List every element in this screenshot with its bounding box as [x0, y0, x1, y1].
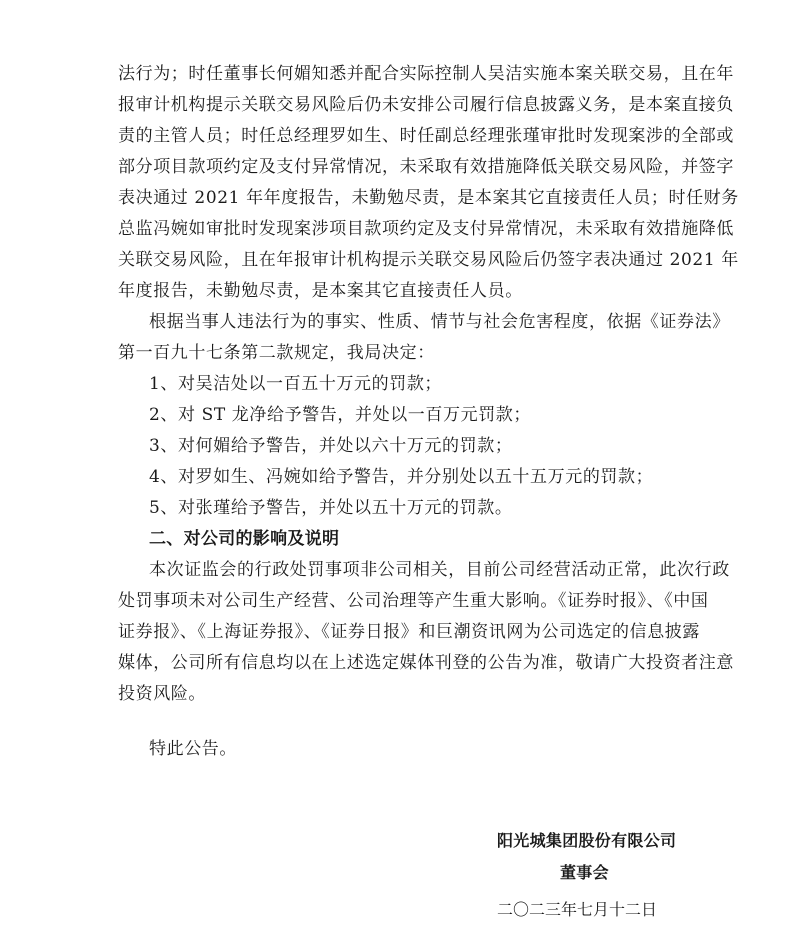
paragraph-1-line: 报审计机构提示关联交易风险后仍未安排公司履行信息披露义务，是本案直接负 [118, 95, 734, 115]
section-heading: 二、对公司的影响及说明 [149, 529, 340, 549]
paragraph-3-line: 处罚事项未对公司生产经营、公司治理等产生重大影响。《证券时报》、《中国 [118, 591, 709, 611]
closing-text: 特此公告。 [149, 739, 237, 759]
penalty-item: 3、对何媚给予警告，并处以六十万元的罚款； [149, 436, 513, 456]
penalty-item: 5、对张瑾给予警告，并处以五十万元的罚款。 [149, 498, 513, 518]
paragraph-1-line: 总监冯婉如审批时发现案涉项目款项约定及支付异常情况，未采取有效措施降低 [118, 219, 734, 239]
paragraph-3-line: 本次证监会的行政处罚事项非公司相关，目前公司经营活动正常，此次行政 [149, 560, 730, 580]
signature-date: 二〇二三年七月十二日 [497, 900, 658, 919]
paragraph-1-line: 部分项目款项约定及支付异常情况，未采取有效措施降低关联交易风险，并签字 [118, 157, 734, 177]
penalty-item: 4、对罗如生、冯婉如给予警告，并分别处以五十五万元的罚款； [149, 467, 654, 487]
paragraph-1-line: 关联交易风险，且在年报审计机构提示关联交易风险后仍签字表决通过 2021 年 [118, 250, 739, 270]
penalty-item: 1、对吴洁处以一百五十万元的罚款； [149, 374, 443, 394]
paragraph-3-line: 媒体，公司所有信息均以在上述选定媒体刊登的公告为准，敬请广大投资者注意 [118, 653, 734, 673]
paragraph-3-line: 证券报》、《上海证券报》、《证券日报》和巨潮资讯网为公司选定的信息披露 [118, 622, 700, 642]
paragraph-1-line: 表决通过 2021 年年度报告，未勤勉尽责，是本案其它直接责任人员；时任财务 [118, 188, 739, 208]
paragraph-3-line: 投资风险。 [118, 684, 206, 704]
paragraph-1-line: 法行为；时任董事长何媚知悉并配合实际控制人吴洁实施本案关联交易，且在年 [118, 64, 734, 84]
paragraph-1-line: 责的主管人员；时任总经理罗如生、时任副总经理张瑾审批时发现案涉的全部或 [118, 126, 734, 146]
signature-board: 董事会 [560, 863, 609, 882]
signature-company: 阳光城集团股份有限公司 [497, 831, 677, 850]
paragraph-2-line: 第一百九十七条第二款规定，我局决定： [118, 343, 435, 363]
penalty-item: 2、对 ST 龙净给予警告，并处以一百万元罚款； [149, 405, 532, 425]
paragraph-2-line: 根据当事人违法行为的事实、性质、情节与社会危害程度，依据《证券法》 [149, 312, 730, 332]
paragraph-1-line: 年度报告，未勤勉尽责，是本案其它直接责任人员。 [118, 281, 523, 301]
